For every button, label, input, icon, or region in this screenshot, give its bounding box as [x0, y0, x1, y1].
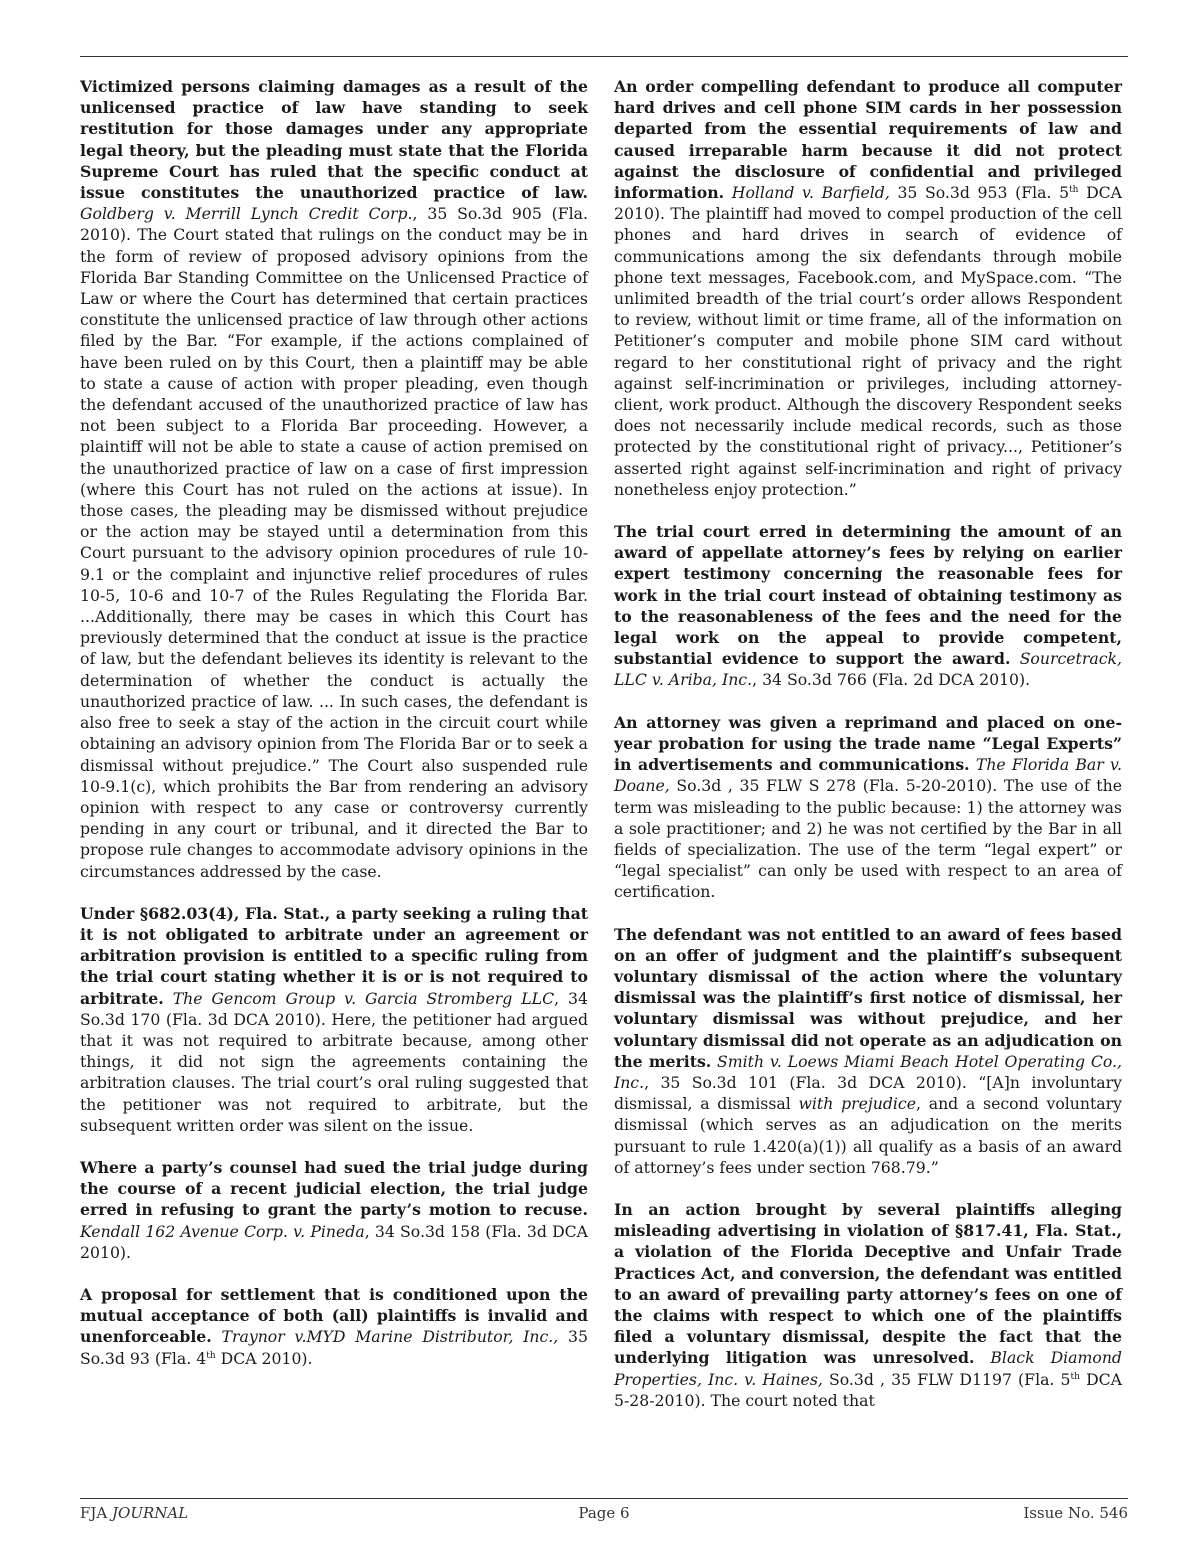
- summary-heading: Where a party’s counsel had sued the trial judge during the course of a recent judicial election, the trial judge erred in refusing to grant the party’s motion to recuse.: [80, 1157, 588, 1220]
- case-citation: Holland v. Barfield,: [731, 183, 890, 203]
- left-column: [80, 76, 588, 1390]
- summary-text: , 35 So.3d 101 (Fla. 3d DCA 2010). “[A]n involuntary dismissal, a dismissal: [614, 1072, 1122, 1114]
- case-summary: [614, 1199, 1122, 1411]
- case-summary: [80, 1157, 588, 1263]
- summary-text: , 34 So.3d 766 (Fla. 2d DCA 2010).: [752, 670, 1031, 690]
- case-citation: Smith v. Loews Miami Beach Hotel Operating Co., Inc.: [614, 1051, 1122, 1092]
- case-citation: The Gencom Group v. Garcia Stromberg LLC: [172, 988, 555, 1008]
- case-citation: Black Diamond Properties, Inc. v. Haines,: [614, 1348, 1122, 1389]
- issue-number: Issue No. 546: [1023, 1504, 1128, 1522]
- summary-heading: In an action brought by several plaintiffs alleging misleading advertising in violation of §817.41, Fla. Stat., a violation of the Florida Deceptive and Unfair Trade Practices Act, and conversion, the defendant was entitled to an award of prevailing party attorney’s fees on one of the claims with respect to which one of the plaintiffs filed a voluntary dismissal, despite the fact that the underlying litigation was unresolved.: [614, 1199, 1122, 1368]
- summary-heading: Under §682.03(4), Fla. Stat., a party seeking a ruling that it is not obligated to arbitrate under an agreement or arbitration provision is entitled to a specific ruling from the trial court stating whether it is or is not required to arbitrate.: [80, 903, 588, 1008]
- top-rule: [80, 56, 1128, 57]
- right-column: [614, 76, 1122, 1432]
- case-summary: [614, 76, 1122, 500]
- case-citation: The Florida Bar v. Doane,: [614, 755, 1122, 796]
- footer-rule: [80, 1498, 1128, 1499]
- footer-publication-italic: JOURNAL: [112, 1504, 189, 1522]
- summary-text: So.3d , 35 FLW D1197 (Fla. 5: [822, 1369, 1071, 1389]
- summary-heading: The trial court erred in determining the amount of an award of appellate attorney’s fees by relying on earlier expert testimony concerning the reasonable fees for work in the trial court instead of obtaining testimony as to the reasonableness of the fees and the need for the legal work on the appeal to provide competent, substantial evidence to support the award.: [614, 522, 1122, 669]
- superscript: th: [206, 1350, 216, 1361]
- summary-heading: Victimized persons claiming damages as a result of the unlicensed practice of law have standing to seek restitution for those damages under any appropriate legal theory, but the pleading must state that the Florida Supreme Court has ruled that the specific conduct at issue constitutes the unauthorized practice of law.: [80, 77, 588, 203]
- case-summary: [614, 924, 1122, 1178]
- summary-text: DCA 2010).: [215, 1348, 313, 1368]
- summary-text: 35 So.3d 953 (Fla. 5: [889, 183, 1070, 203]
- summary-text: , 34 So.3d 158 (Fla. 3d DCA 2010).: [80, 1221, 589, 1262]
- case-summary: [80, 1284, 588, 1369]
- superscript: th: [1069, 184, 1079, 195]
- case-summary: [80, 903, 588, 1136]
- summary-text: DCA 2010). The plaintiff had moved to compel production of the cell phones and hard drives in search of evidence of communications among the six defendants through mobile phone text messages, Facebook.com, and MySpace.com. “The unlimited breadth of the trial court’s order allows Respondent to review, without limit or time frame, all of the information on Petitioner’s computer and mobile phone SIM card without regard to her constitutional right of privacy and the right against self-incrimination or privileges, including attorney-client, work product. Although the discovery Respondent seeks does not necessarily include medical records, such as those protected by the constitutional right of privacy..., Petitioner’s asserted right against self-incrimination and right of privacy nonetheless enjoy protection.”: [614, 183, 1123, 499]
- italic-phrase: with prejudice: [798, 1094, 916, 1114]
- case-citation: Goldberg v. Merrill Lynch Credit Corp.: [80, 204, 413, 224]
- summary-text: So.3d , 35 FLW S 278 (Fla. 5-20-2010). The use of the term was misleading to the public because: 1) the attorney was a sole practitioner; and 2) he was not certified by the Bar in all fields of specialization. The use of the term “legal expert” or “legal specialist” can only be used with respect to an area of certification.: [614, 776, 1122, 902]
- footer-publication-prefix: FJA: [80, 1504, 113, 1522]
- case-citation: Traynor v.MYD Marine Distributor, Inc.,: [221, 1327, 559, 1347]
- summary-text: , and a second voluntary dismissal (which serves as an adjudication on the merits pursuant to rule 1.420(a)(1)) all qualify as a basis of an award of attorney’s fees under section 768.79.”: [614, 1094, 1123, 1177]
- summary-heading: An attorney was given a reprimand and placed on one-year probation for using the trade name “Legal Experts” in advertisements and communications.: [614, 712, 1122, 775]
- summary-heading: A proposal for settlement that is conditioned upon the mutual acceptance of both (all) plaintiffs is invalid and unenforceable.: [80, 1284, 588, 1347]
- case-citation: Kendall 162 Avenue Corp. v. Pineda: [80, 1221, 365, 1241]
- summary-heading: The defendant was not entitled to an award of fees based on an offer of judgment and the plaintiff’s subsequent voluntary dismissal of the action where the voluntary dismissal was the plaintiff’s first notice of dismissal, her voluntary dismissal was without prejudice, and her voluntary dismissal did not operate as an adjudication on the merits.: [614, 924, 1122, 1071]
- summary-text: , 34 So.3d 170 (Fla. 3d DCA 2010). Here, the petitioner had argued that it was not required to arbitrate because, among other things, it did not sign the agreements containing the arbitration clauses. The trial court’s oral ruling suggested that the petitioner was not required to arbitrate, but the subsequent written order was silent on the issue.: [80, 988, 588, 1135]
- page-number: Page 6: [578, 1504, 630, 1522]
- case-summary: [614, 521, 1122, 691]
- superscript: th: [1070, 1371, 1080, 1382]
- case-summary: [614, 712, 1122, 903]
- case-summary: [80, 76, 588, 882]
- summary-text: DCA 5-28-2010). The court noted that: [614, 1369, 1122, 1410]
- case-citation: Sourcetrack, LLC v. Ariba, Inc.: [614, 649, 1122, 690]
- summary-text: , 35 So.3d 905 (Fla. 2010). The Court stated that rulings on the conduct may be in the form of review of proposed advisory opinions from the Florida Bar Standing Committee on the Unlicensed Practice of Law or where the Court has determined that certain practices constitute the unlicensed practice of law through other actions filed by the Bar. “For example, if the actions complained of have been ruled on by this Court, then a plaintiff may be able to state a cause of action with proper pleading, even though the defendant accused of the unauthorized practice of law has not been subject to a Florida Bar proceeding. However, a plaintiff will not be able to state a cause of action premised on the unauthorized practice of law on a case of first impression (where this Court has not ruled on the actions at issue). In those cases, the pleading may be dismissed without prejudice or the action may be stayed until a determination from this Court pursuant to the advisory opinion procedures of rule 10-9.1 or the complaint and injunctive relief procedures of rules 10-5, 10-6 and 10-7 of the Rules Regulating the Florida Bar. ...Additionally, there may be cases in which this Court has previously determined that the conduct at issue is the practice of law, but the defendant believes its identity is relevant to the determination of whether the conduct is actually the unauthorized practice of law. ... In such cases, the defendant is also free to seek a stay of the action in the circuit court while obtaining an advisory opinion from The Florida Bar or to seek a dismissal without prejudice.” The Court also suspended rule 10-9.1(c), which prohibits the Bar from rendering an advisory opinion with respect to any case or controversy currently pending in any court or tribunal, and it directed the Bar to propose rule changes to accommodate advisory opinions in the circumstances addressed by the case.: [80, 204, 589, 881]
- summary-heading: An order compelling defendant to produce all computer hard drives and cell phone SIM cards in her possession departed from the essential requirements of law and caused irreparable harm because it did not protect against the disclosure of confidential and privileged information.: [614, 77, 1122, 203]
- summary-text: 35 So.3d 93 (Fla. 4: [80, 1327, 588, 1368]
